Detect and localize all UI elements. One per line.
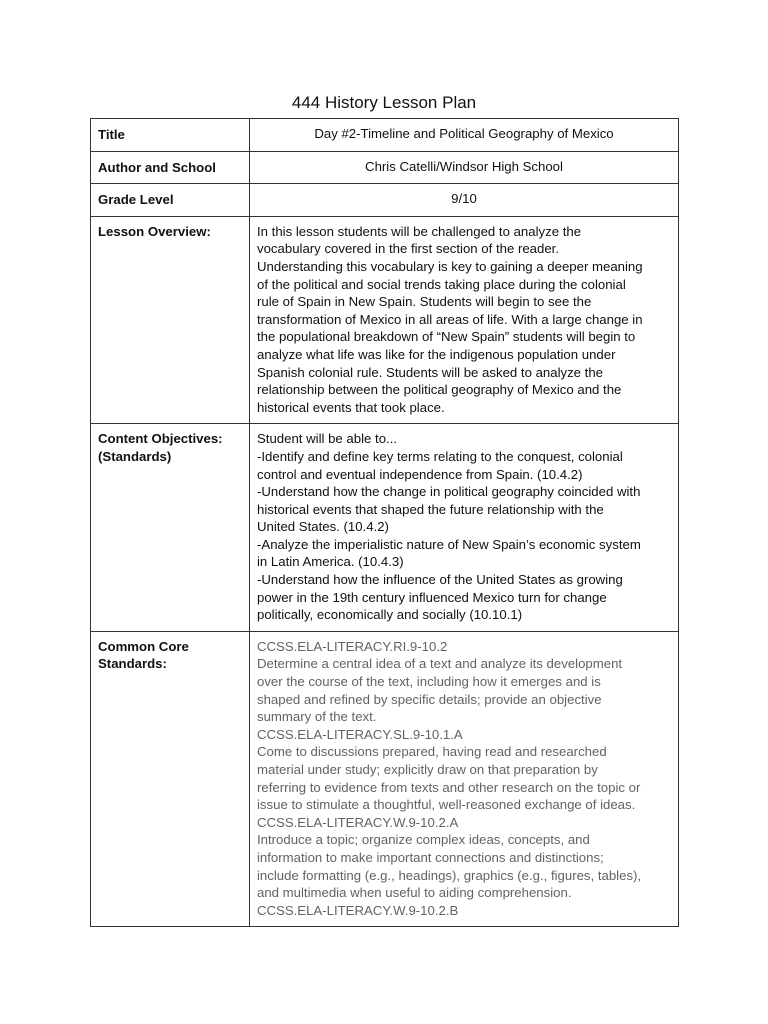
overview-line: Spanish colonial rule. Students will be asked to analyze the <box>257 364 604 380</box>
objective-line: politically, economically and socially (10.10.1) <box>257 607 523 623</box>
lesson-overview-text <box>250 216 679 424</box>
content-objectives-text <box>250 424 679 632</box>
table-row-common-core <box>91 631 679 927</box>
row-label-objectives <box>91 424 250 632</box>
overview-line: historical events that took place. <box>257 399 445 415</box>
objectives-label-line: (Standards) <box>98 448 172 464</box>
row-label-grade: Grade Level <box>91 184 250 217</box>
objective-line: historical events that shaped the future relationship with the <box>257 501 604 517</box>
standard-code: CCSS.ELA-LITERACY.SL.9-10.1.A <box>257 726 463 742</box>
overview-line: rule of Spain in New Spain. Students will begin to see the <box>257 294 592 310</box>
objective-line: -Analyze the imperialistic nature of New Spain’s economic system <box>257 536 641 552</box>
table-row-overview <box>91 216 679 424</box>
overview-line: vocabulary covered in the first section of the reader. <box>257 241 560 257</box>
grade-level-value: 9/10 <box>250 184 679 217</box>
row-label-title: Title <box>91 119 250 152</box>
standard-code: CCSS.ELA-LITERACY.RI.9-10.2 <box>257 638 448 654</box>
table-row-title <box>91 119 679 152</box>
lesson-title-value: Day #2-Timeline and Political Geography of Mexico <box>250 119 679 152</box>
objective-line: in Latin America. (10.4.3) <box>257 554 404 570</box>
overview-line: the populational breakdown of “New Spain” students will begin to <box>257 329 636 345</box>
standard-line: issue to stimulate a thoughtful, well-reasoned exchange of ideas. <box>257 797 636 813</box>
standard-line: and multimedia when useful to aiding comprehension. <box>257 885 572 901</box>
common-core-label-line: Common Core <box>98 638 189 654</box>
row-label-author: Author and School <box>91 151 250 184</box>
standard-code: CCSS.ELA-LITERACY.W.9-10.2.A <box>257 814 459 830</box>
standard-line: Come to discussions prepared, having read and researched <box>257 744 607 760</box>
row-label-common-core <box>91 631 250 927</box>
standard-line: referring to evidence from texts and other research on the topic or <box>257 779 641 795</box>
lesson-plan-table <box>90 118 679 927</box>
overview-line: transformation of Mexico in all areas of life. With a large change in <box>257 311 643 327</box>
standard-line: material under study; explicitly draw on that preparation by <box>257 762 598 777</box>
objective-line: power in the 19th century influenced Mexico turn for change <box>257 589 607 605</box>
overview-line: Understanding this vocabulary is key to gaining a deeper meaning <box>257 258 643 274</box>
standard-line: Introduce a topic; organize complex ideas, concepts, and <box>257 832 590 848</box>
row-label-overview: Lesson Overview: <box>91 216 250 424</box>
overview-line: of the political and social trends taking place during the colonial <box>257 276 626 292</box>
common-core-standards-text <box>250 631 679 927</box>
objective-line: Student will be able to... <box>257 431 398 447</box>
overview-line: analyze what life was like for the indigenous population under <box>257 346 616 362</box>
standard-line: summary of the text. <box>257 709 377 725</box>
objective-line: United States. (10.4.2) <box>257 519 389 535</box>
overview-line: In this lesson students will be challenged to analyze the <box>257 223 582 239</box>
objective-line: -Identify and define key terms relating to the conquest, colonial <box>257 448 623 464</box>
standard-line: over the course of the text, including how it emerges and is <box>257 674 601 690</box>
standard-code: CCSS.ELA-LITERACY.W.9-10.2.B <box>257 902 459 918</box>
table-row-author <box>91 151 679 184</box>
overview-line: relationship between the political geography of Mexico and the <box>257 382 622 398</box>
objectives-label-line: Content Objectives: <box>98 431 223 447</box>
standard-line: shaped and refined by specific details; provide an objective <box>257 691 602 707</box>
table-row-objectives <box>91 424 679 632</box>
author-school-value: Chris Catelli/Windsor High School <box>250 151 679 184</box>
document-title: 444 History Lesson Plan <box>291 93 477 112</box>
standard-line: include formatting (e.g., headings), graphics (e.g., figures, tables), <box>257 867 642 883</box>
standard-line: Determine a central idea of a text and analyze its development <box>257 656 623 672</box>
standard-line: information to make important connections and distinctions; <box>257 849 604 865</box>
objective-line: -Understand how the change in political geography coincided with <box>257 484 641 500</box>
common-core-label-line: Standards: <box>98 656 167 672</box>
objective-line: control and eventual independence from Spain. (10.4.2) <box>257 466 583 482</box>
objective-line: -Understand how the influence of the United States as growing <box>257 572 623 588</box>
table-row-grade <box>91 184 679 217</box>
